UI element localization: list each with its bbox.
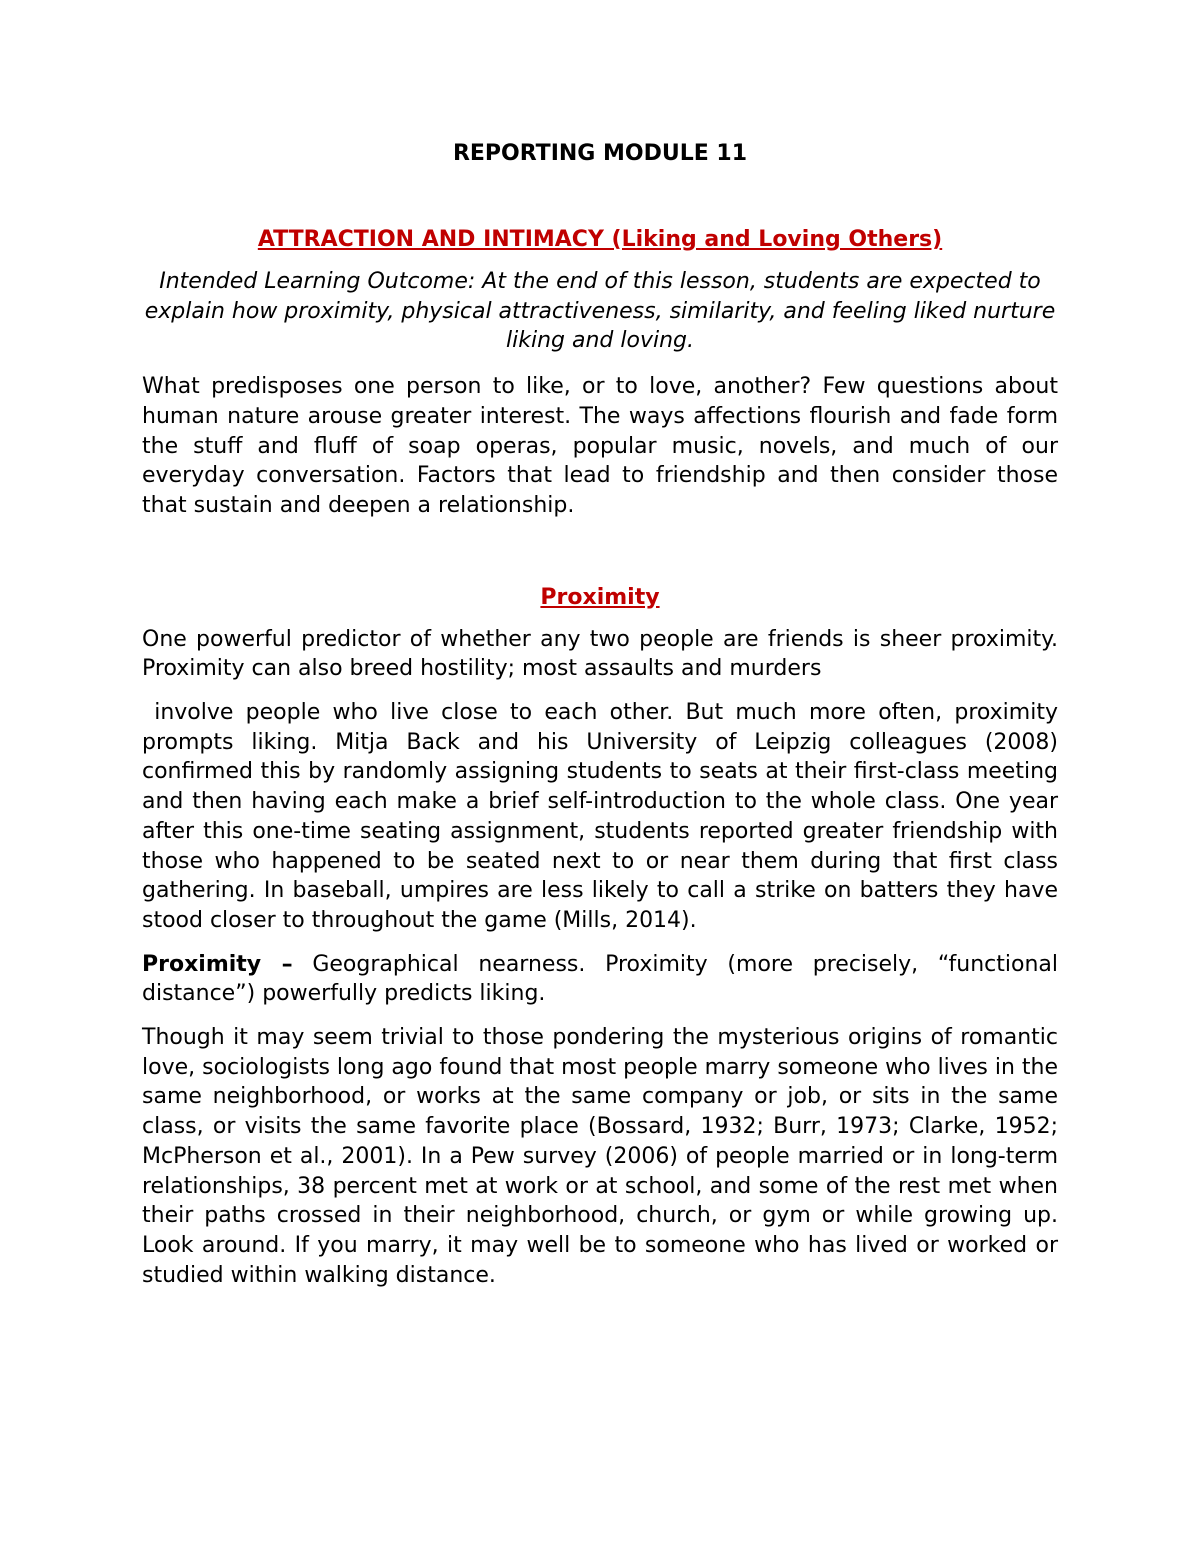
main-heading: ATTRACTION AND INTIMACY (Liking and Loving Others) xyxy=(257,227,943,252)
intro-paragraph: What predisposes one person to like, or to love, another? Few questions about human nature arouse greater interest. The ways affections flourish and fade form the stuff and fluff of soap operas, popular music, novels, and much of our everyday conversation. Factors that lead to friendship and then consider those that sustain and deepen a relationship. xyxy=(142,374,1058,518)
proximity-paragraph-2: involve people who live close to each other. But much more often, proximity prompts liking. Mitja Back and his University of Leipzig colleagues (2008) confirmed this by randomly assigning students to seats at their first-class meeting and then having each make a brief self-introduction to the whole class. One year after this one-time seating assignment, students reported greater friendship with those who happened to be seated next to or near them during that first class gathering. In baseball, umpires are less likely to call a strike on batters they have stood closer to throughout the game (Mills, 2014). xyxy=(142,700,1065,933)
document-title: REPORTING MODULE 11 xyxy=(452,141,748,166)
document-page xyxy=(142,138,1065,1304)
definition-text: Geographical nearness. Proximity (more precisely, “functional distance”) powerfully predicts liking. xyxy=(142,951,1058,1007)
spacer xyxy=(142,535,1058,583)
definition-paragraph xyxy=(142,950,1058,1009)
proximity-paragraph-1: One powerful predictor of whether any two people are friends is sheer proximity. Proximity can also breed hostility; most assaults and murders xyxy=(142,626,1058,682)
definition-term: Proximity – xyxy=(142,951,293,977)
closing-paragraph: Though it may seem trivial to those pondering the mysterious origins of romantic love, sociologists long ago found that most people marry someone who lives in the same neighborhood, or works at the same company or job, or sits in the same class, or visits the same favorite place (Bossard, 1932; Burr, 1973; Clarke, 1952; McPherson et al., 2001). In a Pew survey (2006) of people married or in long-term relationships, 38 percent met at work or at school, and some of the rest met when their paths crossed in their neighborhood, church, or gym or while growing up. Look around. If you marry, it may well be to someone who has lived or worked or studied within walking distance. xyxy=(142,1025,1058,1288)
section-heading-proximity: Proximity xyxy=(540,584,660,610)
learning-outcome: Intended Learning Outcome: At the end of this lesson, students are expected to explain how proximity, physical attractiveness, similarity, and feeling liked nurture liking and loving. xyxy=(144,269,1056,354)
